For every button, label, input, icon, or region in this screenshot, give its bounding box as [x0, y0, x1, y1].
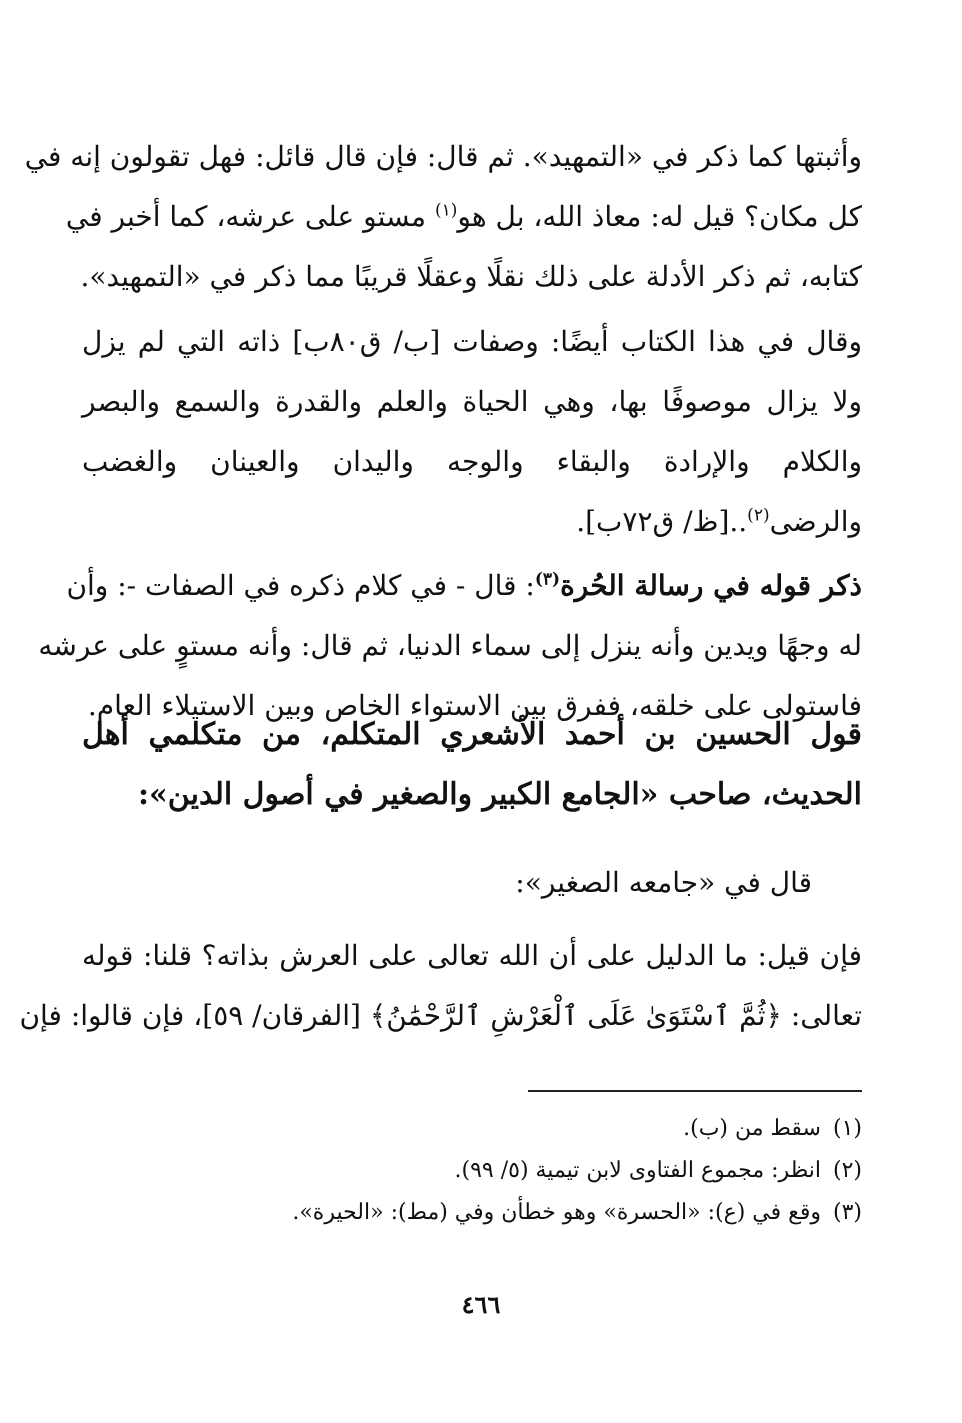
section-heading [82, 705, 862, 825]
heading-line: الحديث، صاحب «الجامع الكبير والصغير في أصول الدين»: [137, 777, 862, 812]
footnote-number: (٣) [832, 1200, 862, 1225]
footnote-text: انظر: مجموع الفتاوى لابن تيمية (٥/ ٩٩). [454, 1158, 821, 1183]
footnote-ref-2: (٢) [747, 505, 770, 526]
paragraph-2 [82, 312, 862, 552]
text-line: وقال في هذا الكتاب أيضًا: وصفات [ب/ ق٨٠ب] ذاته التي لم يزل [82, 325, 862, 358]
page-number: ٤٦٦ [461, 1290, 501, 1319]
footnote-text: سقط من (ب). [683, 1116, 821, 1141]
paragraph-5 [82, 853, 862, 913]
text-line: كتابه، ثم ذكر الأدلة على ذلك نقلًا وعقلًا قريبًا مما ذكر في «التمهيد». [80, 260, 862, 293]
text-line [66, 556, 862, 616]
text-line: قال في «جامعه الصغير»: [515, 866, 812, 899]
text-line: فاستولى على خلقه، ففرق بين الاستواء الخاص وبين الاستيلاء العام. [87, 689, 862, 722]
footnote-1 [82, 1108, 862, 1150]
heading-line: قول الحسين بن أحمد الأشعري المتكلم، من متكلمي أهل [82, 717, 862, 752]
text-fragment: ..[ظ/ ق٧٢ب]. [576, 505, 748, 538]
text-fragment: والرضى [769, 505, 862, 538]
paragraph-6 [19, 926, 862, 1046]
text-line: والكلام والإرادة والبقاء والوجه واليدان والعينان والغضب [82, 445, 862, 478]
footnote-text: وقع في (ع): «الحسرة» وهو خطأن وفي (مط): «الحيرة». [292, 1200, 821, 1225]
text-line: له وجهًا ويدين وأنه ينزل إلى سماء الدنيا، ثم قال: وأنه مستوٍ على عرشه [38, 629, 862, 662]
section-lead: ذكر قوله في رسالة الحُرة [560, 569, 862, 602]
text-line: فإن قيل: ما الدليل على أن الله تعالى على العرش بذاته؟ قلنا: قوله [82, 939, 862, 972]
footnote-separator [528, 1090, 862, 1092]
footnote-ref-1: (١) [434, 200, 458, 221]
footnote-number: (١) [832, 1116, 862, 1141]
footnote-number: (٢) [832, 1158, 862, 1183]
footnote-3 [82, 1192, 862, 1234]
text-fragment: كل مكان؟ قيل له: معاذ الله، بل هو [457, 200, 862, 233]
text-line [82, 492, 862, 552]
text-line: ولا يزال موصوفًا بها، وهي الحياة والعلم والقدرة والسمع والبصر [82, 385, 863, 418]
footnotes [82, 1108, 862, 1234]
text-fragment: مستو على عرشه، كما أخبر في [65, 200, 435, 233]
footnote-2 [82, 1150, 862, 1192]
paragraph-1 [24, 127, 862, 307]
text-fragment: : قال - في كلام ذكره في الصفات -: وأن [66, 569, 535, 602]
footnote-ref-3: (٣) [534, 569, 561, 590]
text-line: وأثبتها كما ذكر في «التمهيد». ثم قال: فإن قال قائل: فهل تقولون إنه في [24, 140, 862, 173]
text-line [65, 187, 862, 247]
text-line: تعالى: ﴿ثُمَّ ٱسْتَوَىٰ عَلَى ٱلْعَرْشِ ٱلرَّحْمَٰنُ﴾ [الفرقان/ ٥٩]، فإن قالوا: فإن [19, 999, 862, 1032]
